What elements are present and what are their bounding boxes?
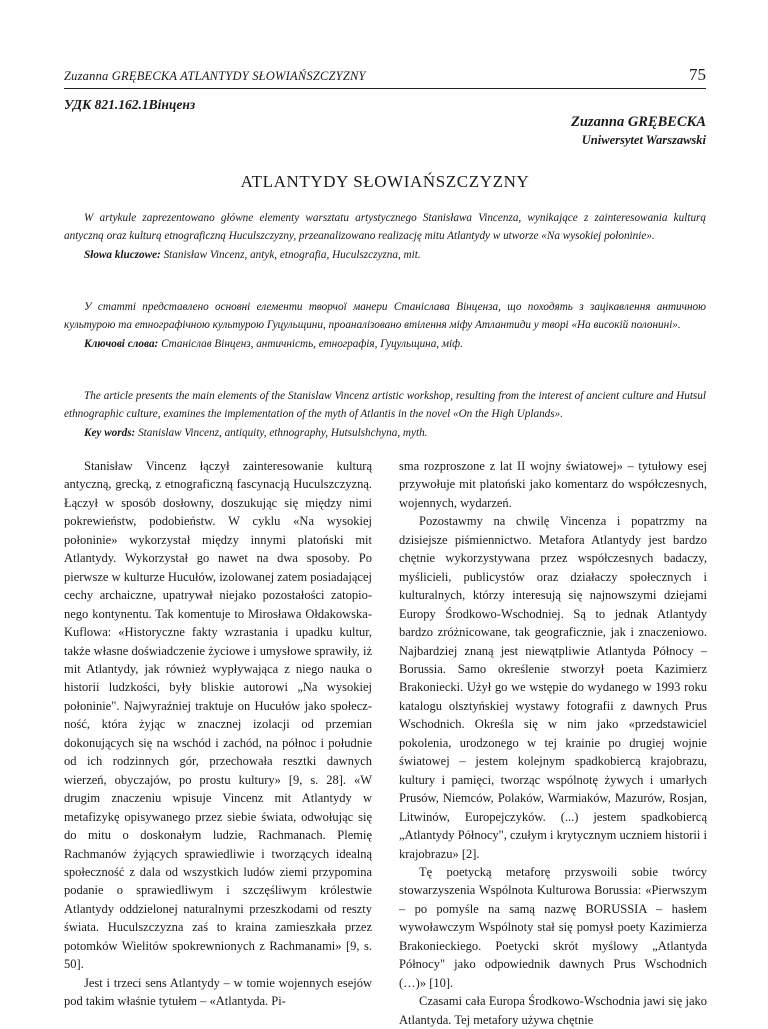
body-column-right (399, 457, 707, 1029)
abstract-text: W artykule zaprezentowano główne elementy warsztatu artystycznego Stanisława Vincenza, wynikające z zainteresowania kulturą antyczną oraz kulturą etnograficzną Huculszczyzny, przeanalizowano realizację mitu Atlantydy w utworze «Na wysokiej połoninie». (64, 212, 706, 243)
running-title: Zuzanna GRĘBECKA ATLANTYDY SŁOWIAŃSZCZYZNY (64, 69, 366, 83)
author-affiliation: Uniwersytet Warszawski (581, 133, 706, 147)
page-number: 75 (689, 65, 706, 84)
abstract-keywords (64, 424, 706, 442)
abstract-english (64, 387, 706, 442)
udk-code: УДК 821.162.1Вінценз (64, 97, 196, 112)
running-header (64, 64, 706, 89)
abstract-keywords (64, 335, 706, 353)
keywords-text: Станіслав Вінценз, античність, етнографія, Гуцульщина, міф. (161, 337, 463, 350)
keywords-label: Ключові слова: (84, 337, 159, 350)
body-paragraph: Pozostawmy na chwilę Vincenza i popatrzmy na dzisiejsze piśmiennictwo. Metafora Atlantydy jest bardzo chętnie wykorzystywana przez współczesnych badaczy, myślicieli, publicystów oraz działaczy społecznych i kulturalnych, którzy interesują się najnowszymi dziejami Europy Środkowo-Wschodniej. Są to jednak Atlantydy bardzo zróżnicowane, tak geograficznie, jak i znaczeniowo. Najbardziej znaną jest niewątpliwie Atlantyda Północy – Borussia. Samo określenie stworzył poeta Kazimierz Brakoniecki. Użył go we wstępie do wydanego w 1993 roku katalogu olsztyńskiej wystawy fotografii z dawnych Prus Wschodnich. Określa się w nim jako «przedstawiciel pokolenia, urodzonego w tej krainie po drugiej wojnie światowej – jestem kolejnym spadkobiercą krajobrazu, kultury i pamięci, tworząc wspólnotę żywych i umarłych Prusów, Niemców, Polaków, Warmiaków, Mazurów, Rosjan, Litwinów, Europejczyków. (...) jestem spadkobiercą „Atlantydy Północy", czułym i krytycznym uczniem historii i krajobrazu» [2]. (399, 514, 707, 861)
keywords-label: Słowa kluczowe: (84, 248, 161, 261)
body-paragraph: Czasami cała Europa Środkowo-Wschodnia jawi się jako Atlantyda. Tej metafory używa chętnie (399, 994, 707, 1027)
article-title: ATLANTYDY SŁOWIAŃSZCZYZNY (240, 172, 530, 191)
keywords-text: Stanisław Vincenz, antyk, etnografia, Huculszczyzna, mit. (163, 248, 421, 261)
abstract-polish (64, 209, 706, 264)
body-paragraph: Stanisław Vincenz łączył zainteresowanie kulturą antyczną, grecką, z etnograficzną fascynacją Huculszczyzną. Łączył w sposób dosłowny, doszukując się między nimi pokrewieństw, podobieństw. W cyklu «Na wysokiej połoninie» wykorzystał między innymi platoński mit Atlantydy. Wykorzystał go nawet na dwa sposoby. Po pierwsze w kulturze Hucułów, izolowanej zatem posiadającej cechy archaiczne, upatrywał niejako pozostałości zatopionego kontynentu. Tak komentuje to Mirosława Ołdakowska-Kuflowa: «Historyczne fakty wzrastania i upadku kultur, także własne doświadczenie życiowe i umysłowe sprawiły, iż mit Atlantydy, jak również wypływająca z niego nauka o historii ludzkości, były bliskie autorowi „Na wysokiej połoninie". Najwyraźniej traktuje on Hucułów jako społeczność, która żyjąc w znacznej izolacji od przemian dokonujących się na wschód i zachód, na północ i południe od ich rodzinnych gór, przechowała resztki dawnych wierzeń, obyczajów, po prostu kultury» [9, s. 28]. «W drugim znaczeniu wpisuje Vincenz mit Atlantydy w metafizykę opisywanego przez siebie świata, odwołując się do mitu o doskonałym ludzie, Rachmanach. Plemię Rachmanów żyjących sprawiedliwie i tworzących idealną społeczność z dala od wszystkich ludów ziemi przypomina podanie o sprawiedliwym i szczęśliwym królestwie Atlantydy oddzielonej naturalnymi przeszkodami od reszty świata. Huculszczyzna zaś to kraina zamieszkała przez potomków Wielitów spokrewnionych z Rachmanami» [9, s. 50]. (64, 459, 372, 972)
abstract-text: У статті представлено основні елементи творчої манери Станіслава Вінценза, що походять з зацікавлення античною культурою та етнографічною культурою Гуцульщини, проаналізовано втілення міфу Атлантиди у творі «На високій полонині». (64, 301, 706, 332)
body-paragraph: Tę poetycką metaforę przyswoili sobie twórcy stowarzyszenia Wspólnota Kulturowa Borussia: «Pierwszym – po pomyśle na samą nazwę BORUSSIA – hasłem wywoławczym Wspólnoty stał się pomysł poety Kazimierza Brakonieckiego. Poetycki skrót myślowy „Atlantyda Północy" jako odpowiednik dawnych Prus Wschodnich (…)» [10]. (399, 864, 707, 990)
keywords-text: Stanislaw Vincenz, antiquity, ethnography, Hutsulshchyna, myth. (138, 426, 428, 439)
body-paragraph: Jest i trzeci sens Atlantydy – w tomie wojennych esejów pod takim właśnie tytułem – «Atlantyda. Pi- (64, 975, 372, 1009)
body-column-left (64, 457, 372, 1011)
abstract-ukrainian (64, 298, 706, 353)
author-name: Zuzanna GRĘBECKA (571, 114, 706, 130)
abstract-keywords (64, 246, 706, 264)
body-paragraph: sma rozproszone z lat II wojny światowej» – tytułowy esej przywołuje mit platoński jako komentarz do współczesnych, wojennych, wydarzeń. (399, 459, 707, 510)
keywords-label: Key words: (84, 426, 136, 439)
abstract-text: The article presents the main elements of the Stanislaw Vincenz artistic workshop, resulting from the interest of ancient culture and Hutsul ethnographic culture, examines the implementation of the myth of Atlantis in the novel «On the High Uplands». (64, 390, 706, 421)
